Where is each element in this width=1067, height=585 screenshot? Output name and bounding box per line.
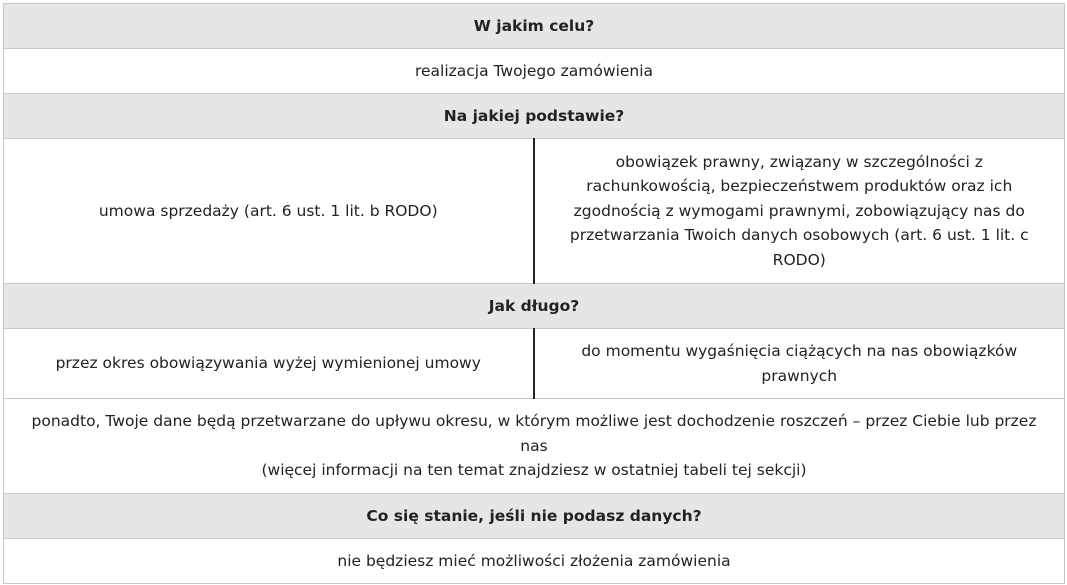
- duration-answer-row: [4, 329, 1065, 399]
- consequence-heading-row: [4, 494, 1065, 539]
- consequence-answer: nie będziesz mieć możliwości złożenia zamówienia: [4, 539, 1065, 584]
- data-processing-table: [3, 3, 1065, 584]
- basis-heading-row: [4, 94, 1065, 139]
- purpose-answer-row: [4, 49, 1065, 94]
- duration-obligation-cell: do momentu wygaśnięcia ciążących na nas obowiązków prawnych: [534, 329, 1065, 399]
- basis-legal-obligation-cell: obowiązek prawny, związany w szczególności z rachunkowością, bezpieczeństwem produktów oraz ich zgodnością z wymogami prawnymi, zobowiązujący nas do przetwarzania Twoich danych osobowych (art. 6 ust. 1 lit. c RODO): [534, 139, 1065, 284]
- duration-heading-row: [4, 284, 1065, 329]
- duration-heading: Jak długo?: [4, 284, 1065, 329]
- duration-note-cell: [4, 399, 1065, 494]
- duration-note-row: [4, 399, 1065, 494]
- duration-note-text: ponadto, Twoje dane będą przetwarzane do upływu okresu, w którym możliwe jest dochodzenie roszczeń – przez Ciebie lub przez nas: [31, 412, 1037, 455]
- consequence-answer-row: [4, 539, 1065, 584]
- duration-note-reference: (więcej informacji na ten temat znajdziesz w ostatniej tabeli tej sekcji): [261, 461, 807, 480]
- basis-heading: Na jakiej podstawie?: [4, 94, 1065, 139]
- purpose-heading: W jakim celu?: [4, 4, 1065, 49]
- purpose-answer: realizacja Twojego zamówienia: [4, 49, 1065, 94]
- duration-contract-cell: przez okres obowiązywania wyżej wymienionej umowy: [4, 329, 534, 399]
- purpose-heading-row: [4, 4, 1065, 49]
- basis-contract-cell: umowa sprzedaży (art. 6 ust. 1 lit. b RODO): [4, 139, 534, 284]
- consequence-heading: Co się stanie, jeśli nie podasz danych?: [4, 494, 1065, 539]
- basis-answer-row: [4, 139, 1065, 284]
